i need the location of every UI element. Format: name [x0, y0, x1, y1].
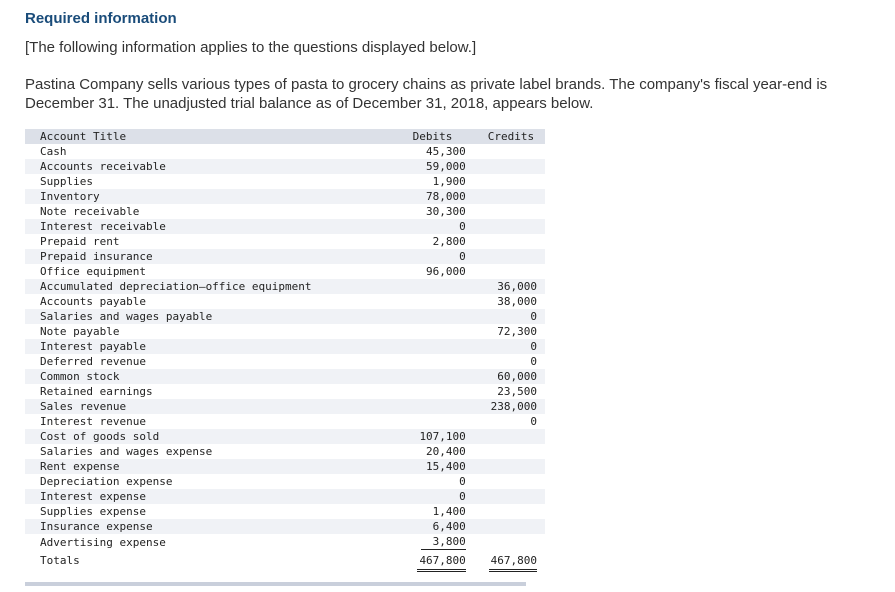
account-title: Common stock — [40, 370, 120, 383]
credit-amount — [477, 474, 545, 489]
credit-amount: 36,000 — [497, 280, 537, 293]
table-row — [25, 399, 545, 414]
debit-amount: 45,300 — [426, 145, 466, 158]
table-row — [25, 324, 545, 339]
account-title: Inventory — [40, 190, 100, 203]
table-row — [25, 519, 545, 534]
section-heading: Required information — [25, 10, 177, 27]
account-title: Deferred revenue — [40, 355, 146, 368]
table-body — [25, 144, 545, 572]
table-row — [25, 264, 545, 279]
table-row — [25, 429, 545, 444]
credit-amount — [477, 444, 545, 459]
debit-amount — [388, 294, 477, 309]
debit-amount: 1,400 — [432, 505, 466, 518]
account-title: Sales revenue — [40, 400, 127, 413]
debit-amount: 0 — [459, 220, 466, 233]
debit-amount: 20,400 — [426, 445, 466, 458]
table-row — [25, 159, 545, 174]
credit-amount: 238,000 — [490, 400, 537, 413]
account-title: Supplies expense — [40, 505, 146, 518]
table-row — [25, 369, 545, 384]
account-title: Prepaid insurance — [40, 250, 153, 263]
account-title: Rent expense — [40, 460, 120, 473]
credit-amount — [477, 144, 545, 159]
credit-amount — [477, 159, 545, 174]
credit-amount — [477, 174, 545, 189]
debit-amount: 2,800 — [432, 235, 466, 248]
table-row — [25, 174, 545, 189]
credit-amount — [477, 189, 545, 204]
table-row — [25, 444, 545, 459]
debit-amount — [388, 384, 477, 399]
intro-note: [The following information applies to the questions displayed below.] — [25, 39, 477, 56]
debit-amount: 0 — [459, 475, 466, 488]
credit-amount: 38,000 — [497, 295, 537, 308]
account-title: Interest expense — [40, 490, 146, 503]
debit-amount — [388, 534, 477, 550]
credit-amount: 60,000 — [497, 370, 537, 383]
debit-amount: 59,000 — [426, 160, 466, 173]
account-title: Accounts payable — [40, 295, 146, 308]
account-title: Office equipment — [40, 265, 146, 278]
account-title: Interest payable — [40, 340, 146, 353]
debit-amount — [388, 324, 477, 339]
table-row — [25, 459, 545, 474]
credit-amount: 0 — [530, 340, 537, 353]
trial-balance-table — [25, 129, 545, 572]
table-row — [25, 249, 545, 264]
table-row — [25, 504, 545, 519]
table-row — [25, 309, 545, 324]
table-row — [25, 354, 545, 369]
table-row — [25, 534, 545, 550]
totals-credit: 467,800 — [489, 553, 537, 572]
header-debits: Debits — [412, 130, 453, 143]
debit-amount — [388, 369, 477, 384]
table-row — [25, 204, 545, 219]
credit-amount: 0 — [530, 310, 537, 323]
credit-amount — [477, 519, 545, 534]
debit-amount-value: 3,800 — [421, 535, 466, 550]
credit-amount — [477, 429, 545, 444]
debit-amount — [388, 339, 477, 354]
account-title: Depreciation expense — [40, 475, 173, 488]
debit-amount — [388, 309, 477, 324]
account-title: Accounts receivable — [40, 160, 166, 173]
debit-amount — [388, 399, 477, 414]
account-title: Salaries and wages payable — [40, 310, 213, 323]
debit-amount: 15,400 — [426, 460, 466, 473]
debit-amount: 0 — [459, 250, 466, 263]
header-account-title: Account Title — [40, 130, 127, 143]
credit-amount — [477, 459, 545, 474]
debit-amount — [388, 279, 477, 294]
credit-amount: 23,500 — [497, 385, 537, 398]
table-row — [25, 339, 545, 354]
credit-amount — [477, 504, 545, 519]
table-row — [25, 279, 545, 294]
table-row — [25, 474, 545, 489]
credit-amount: 72,300 — [497, 325, 537, 338]
credit-amount — [477, 249, 545, 264]
account-title: Note payable — [40, 325, 120, 338]
account-title: Note receivable — [40, 205, 140, 218]
credit-amount: 0 — [530, 355, 537, 368]
account-title: Supplies — [40, 175, 93, 188]
account-title: Advertising expense — [40, 535, 166, 549]
credit-amount — [477, 534, 545, 550]
account-title: Prepaid rent — [40, 235, 120, 248]
totals-label: Totals — [25, 550, 388, 572]
account-title: Interest revenue — [40, 415, 146, 428]
account-title: Cost of goods sold — [40, 430, 160, 443]
debit-amount: 6,400 — [432, 520, 466, 533]
debit-amount: 1,900 — [432, 175, 466, 188]
table-row — [25, 384, 545, 399]
credit-amount — [477, 219, 545, 234]
debit-amount — [388, 354, 477, 369]
totals-debit-cell — [388, 550, 477, 572]
debit-amount: 0 — [459, 490, 466, 503]
table-row — [25, 144, 545, 159]
account-title: Retained earnings — [40, 385, 153, 398]
account-title: Insurance expense — [40, 520, 153, 533]
account-title: Salaries and wages expense — [40, 445, 213, 458]
totals-credit-cell — [477, 550, 545, 572]
table-row — [25, 489, 545, 504]
header-credits: Credits — [487, 130, 535, 143]
credit-amount: 0 — [530, 415, 537, 428]
credit-amount — [477, 204, 545, 219]
debit-amount: 78,000 — [426, 190, 466, 203]
table-bottom-bar — [25, 582, 526, 586]
table-row — [25, 414, 545, 429]
debit-amount: 30,300 — [426, 205, 466, 218]
debit-amount — [388, 414, 477, 429]
debit-amount: 96,000 — [426, 265, 466, 278]
table-header-row — [25, 129, 545, 144]
credit-amount — [477, 234, 545, 249]
problem-description: Pastina Company sells various types of pasta to grocery chains as private label brands. The company's fiscal year-end is December 31. The unadjusted trial balance as of December 31, 2018, appears below. — [25, 76, 828, 112]
totals-debit: 467,800 — [417, 553, 465, 572]
account-title: Cash — [40, 145, 67, 158]
credit-amount — [477, 264, 545, 279]
debit-amount: 107,100 — [419, 430, 466, 443]
table-row — [25, 234, 545, 249]
account-title: Interest receivable — [40, 220, 166, 233]
credit-amount — [477, 489, 545, 504]
table-row — [25, 294, 545, 309]
table-row — [25, 189, 545, 204]
totals-row — [25, 550, 545, 572]
table-row — [25, 219, 545, 234]
account-title: Accumulated depreciation—office equipment — [40, 280, 312, 293]
